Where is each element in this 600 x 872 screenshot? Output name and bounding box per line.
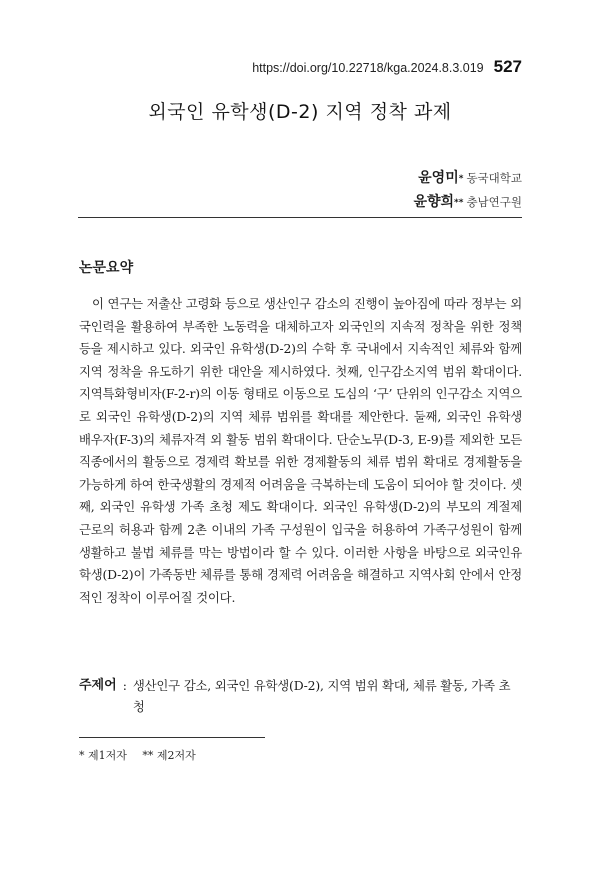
footnote-divider [79,737,265,738]
footnotes [79,747,196,763]
keywords-text: 생산인구 감소, 외국인 유학생(D-2), 지역 범위 확대, 체류 활동, 가족 초청 [132,678,511,714]
page-header [252,57,522,77]
footnote-first-author: * 제1저자 [79,749,127,762]
author-mark: ** [454,198,464,208]
paper-title: 외국인 유학생(D-2) 지역 정착 과제 [148,101,452,123]
author-name: 윤향희 [413,194,455,210]
author-affiliation: 동국대학교 [466,171,522,185]
author-mark: * [458,174,464,184]
keywords-block [79,675,522,717]
author-2 [413,190,522,214]
header-divider [78,217,522,218]
doi-link[interactable]: https://doi.org/10.22718/kga.2024.8.3.019 [252,61,484,75]
page-number: 527 [493,57,522,76]
keywords-colon: : [122,678,127,693]
footnote-second-author: ** 제2저자 [142,749,196,762]
keywords-label: 주제어 [79,678,117,693]
abstract-heading: 논문요약 [79,260,134,276]
abstract-paragraph: 이 연구는 저출산 고령화 등으로 생산인구 감소의 진행이 높아짐에 따라 정부는 외국인력을 활용하여 부족한 노동력을 대체하고자 외국인의 지속적 정착을 위한 정책 등을 제시하고 있다. 외국인 유학생(D-2)의 수학 후 국내에서 지속적인 체류와 함께 지역 정착을 유도하기 위한 대안을 제시하였다. 첫째, 인구감소지역 범위 확대이다. 지역특화형비자(F-2-r)의 이동 형태로 이동으로 도심의 ‘구’ 단위의 인구감소 지역으로 외국인 유학생(D-2)의 지역 체류 범위를 확대를 제안한다. 둘째, 외국인 유학생 배우자(F-3)의 체류자격 외 활동 범위 확대이다. 단순노무(D-3, E-9)를 제외한 모든 직종에서의 활동으로 경제력 확보를 위한 경제활동의 체류 범위 확대로 경제활동을 가능하게 하여 한국생활의 경제적 어려움을 극복하는데 도움이 되어야 할 것이다. 셋째, 외국인 유학생 가족 초청 제도 확대이다. 외국인 유학생(D-2)의 부모의 계절제 근로의 허용과 함께 2촌 이내의 가족 구성원이 입국을 허용하여 가족구성원이 함께 생활하고 불법 체류를 막는 방법이라 할 수 있다. 이러한 사항을 바탕으로 외국인유학생(D-2)이 가족동반 체류를 통해 경제력 어려움을 해결하고 지역사회 안에서 안정적인 정착이 이루어질 것이다. [79,296,522,605]
author-list [413,166,522,214]
author-name: 윤영미 [418,170,459,186]
author-1 [413,166,522,190]
abstract-body [79,293,522,609]
author-affiliation: 충남연구원 [466,195,522,209]
